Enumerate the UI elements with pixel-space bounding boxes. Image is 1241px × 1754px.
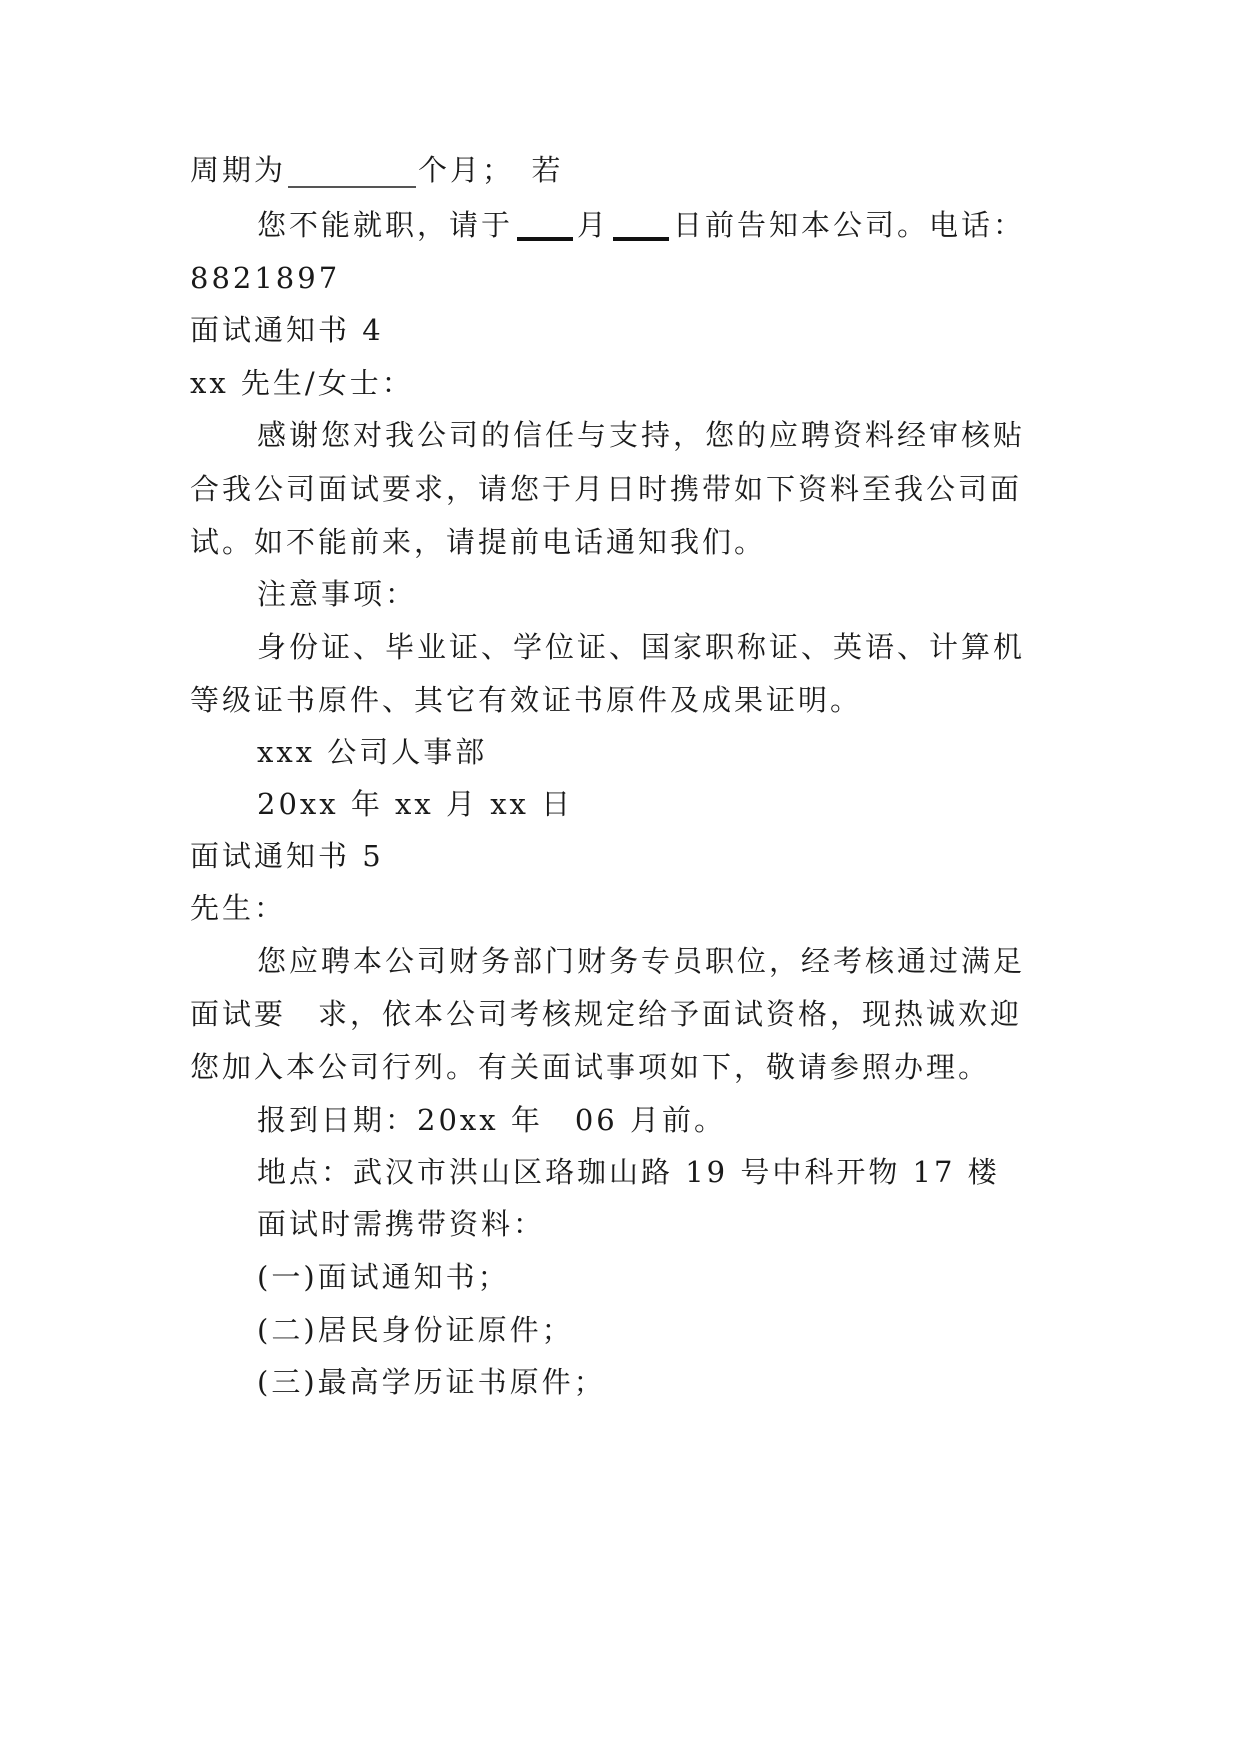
text-line (257, 205, 1025, 245)
paragraph-line: 感谢您对我公司的信任与支持，您的应聘资料经审核贴 (257, 418, 1026, 452)
paragraph-line: 您应聘本公司财务部门财务专员职位，经考核通过满足 (257, 944, 1026, 978)
paragraph-line: 试。如不能前来，请提前电话通知我们。 (190, 525, 767, 559)
text-span: 您不能就职，请于 (257, 208, 514, 242)
notice-heading: 注意事项： (257, 577, 418, 611)
address: 地点：武汉市洪山区珞珈山路 19 号中科开物 17 楼 (257, 1155, 1000, 1189)
text-line (190, 150, 564, 190)
text-span: 个月； 若 (418, 153, 564, 187)
report-date: 报到日期：20xx 年 06 月前。 (257, 1103, 726, 1137)
signature-date: 20xx 年 xx 月 xx 日 (257, 787, 574, 821)
paragraph-line: 您加入本公司行列。有关面试事项如下，敬请参照办理。 (190, 1050, 991, 1084)
section-heading: 面试通知书 4 (190, 313, 384, 347)
paragraph-line: 身份证、毕业证、学位证、国家职称证、英语、计算机 (257, 630, 1026, 664)
fill-in-blank (613, 237, 669, 241)
salutation: xx 先生/女士： (190, 366, 414, 400)
text-span: 周期为 (190, 153, 287, 187)
signature-department: xxx 公司人事部 (257, 735, 488, 769)
salutation: 先生： (190, 891, 287, 925)
text-span: 日前告知本公司。电话： (673, 208, 1026, 242)
text-span: 月 (577, 208, 610, 242)
paragraph-line: 等级证书原件、其它有效证书原件及成果证明。 (190, 683, 863, 717)
section-heading: 面试通知书 5 (190, 839, 384, 873)
paragraph-line: 合我公司面试要求，请您于月日时携带如下资料至我公司面 (190, 472, 1023, 506)
materials-heading: 面试时需携带资料： (257, 1207, 546, 1241)
fill-in-blank (288, 186, 416, 188)
list-item: (二)居民身份证原件； (257, 1313, 574, 1347)
phone-number: 8821897 (190, 261, 341, 295)
paragraph-line: 面试要 求，依本公司考核规定给予面试资格，现热诚欢迎 (190, 997, 1023, 1031)
list-item: (三)最高学历证书原件； (257, 1365, 606, 1399)
fill-in-blank (517, 237, 573, 241)
list-item: (一)面试通知书； (257, 1260, 510, 1294)
